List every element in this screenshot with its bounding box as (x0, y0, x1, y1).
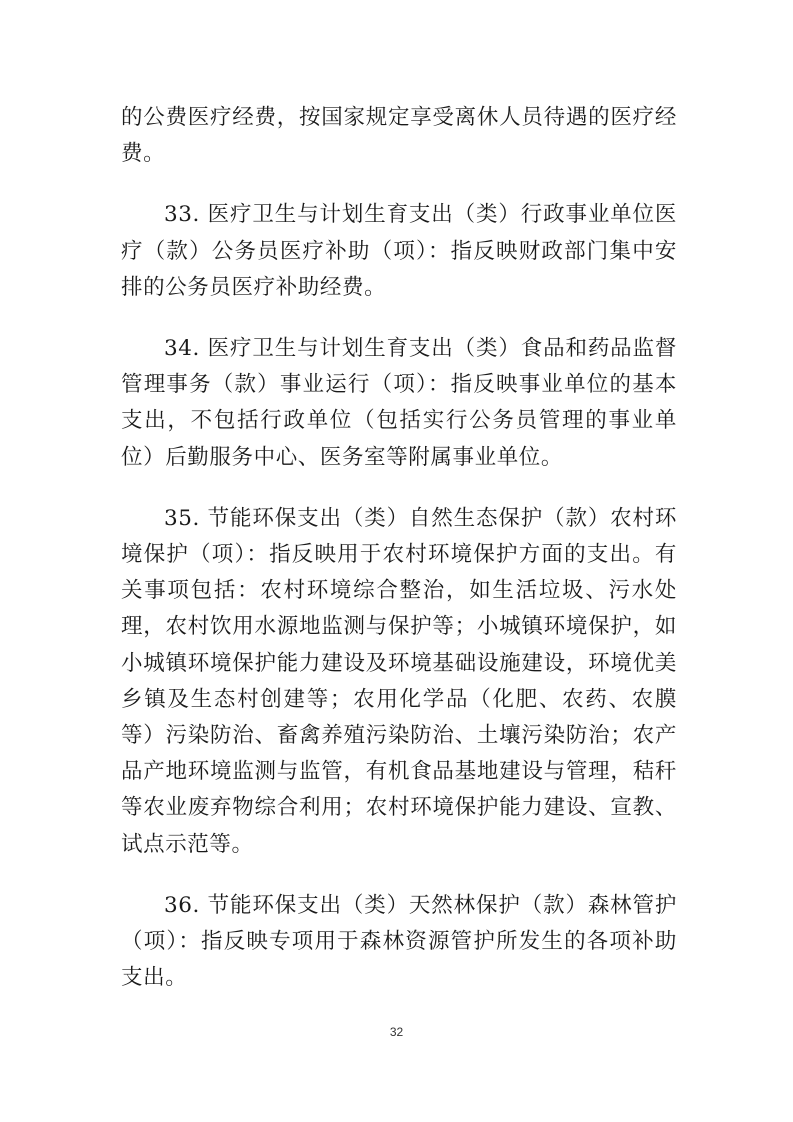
paragraph-item-36: 36. 节能环保支出（类）天然林保护（款）森林管护（项）：指反映专项用于森林资源管护所发生的各项补助支出。 (121, 892, 677, 991)
paragraph-item-33: 33. 医疗卫生与计划生育支出（类）行政事业单位医疗（款）公务员医疗补助（项）：指反映财政部门集中安排的公务员医疗补助经费。 (121, 202, 677, 300)
page-number: 32 (389, 1025, 404, 1039)
paragraph-item-34: 34. 医疗卫生与计划生育支出（类）食品和药品监督管理事务（款）事业运行（项）：指反映事业单位的基本支出，不包括行政单位（包括实行公务员管理的事业单位）后勤服务中心、医务室等附属事业单位。 (121, 336, 677, 470)
paragraph-item-35: 35. 节能环保支出（类）自然生态保护（款）农村环境保护（项）：指反映用于农村环境保护方面的支出。有关事项包括：农村环境综合整治，如生活垃圾、污水处理，农村饮用水源地监测与保护等；小城镇环境保护，如小城镇环境保护能力建设及环境基础设施建设，环境优美乡镇及生态村创建等；农用化学品（化肥、农药、农膜等）污染防治、畜禽养殖污染防治、土壤污染防治；农产品产地环境监测与监管，有机食品基地建设与管理，秸秆等农业废弃物综合利用；农村环境保护能力建设、宣教、试点示范等。 (121, 505, 677, 857)
paragraph-continuation: 的公费医疗经费，按国家规定享受离休人员待遇的医疗经费。 (121, 105, 677, 167)
document-body (121, 100, 677, 1021)
